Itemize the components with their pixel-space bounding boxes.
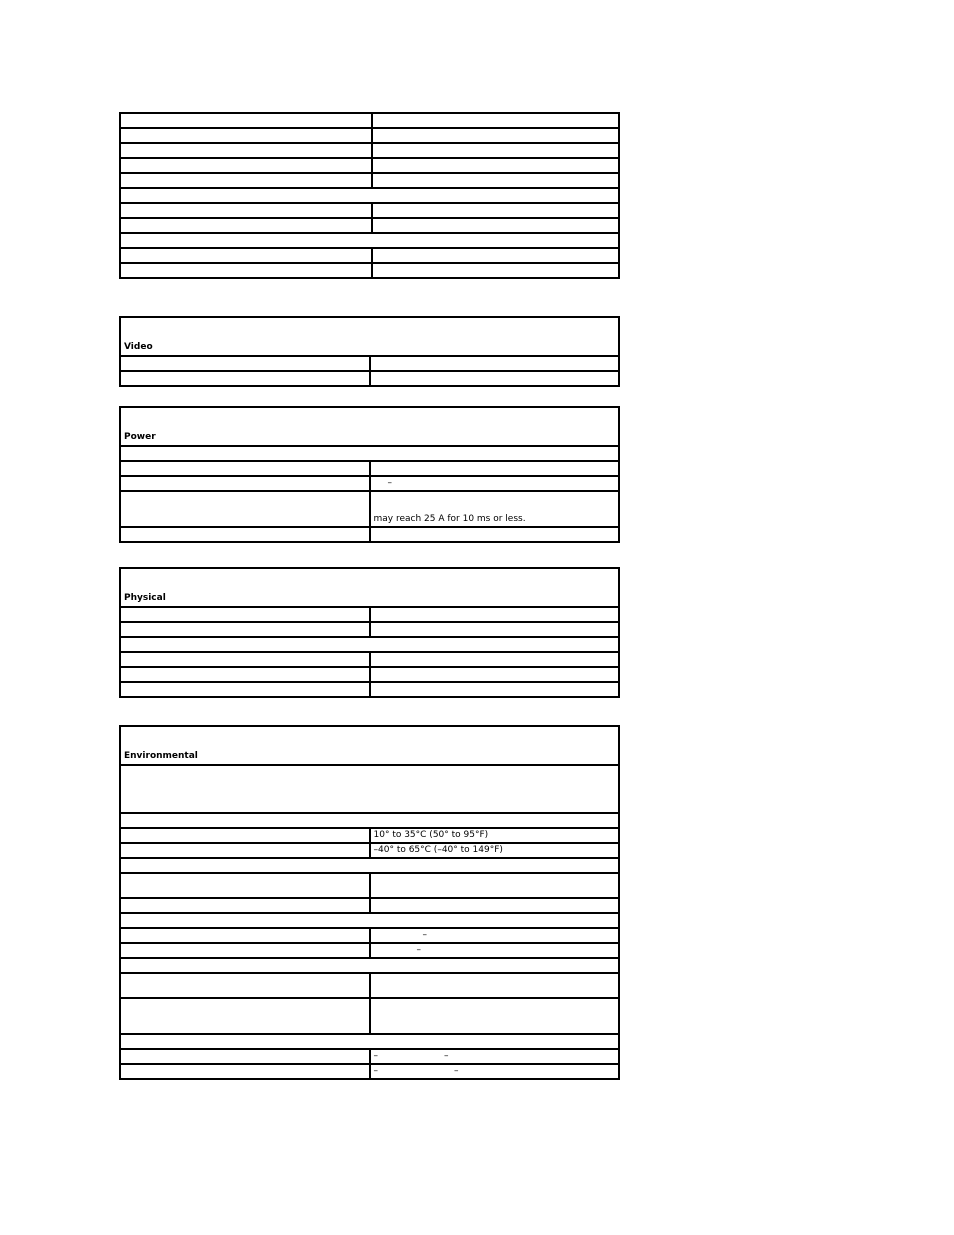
table-row: [120, 607, 619, 622]
table-row: [120, 263, 619, 278]
altitude-dash: –: [373, 1051, 378, 1061]
power-section-title: Power: [120, 407, 619, 446]
table-row: [120, 973, 619, 998]
section-header-row: [120, 317, 619, 356]
table-row: [120, 476, 619, 491]
table-subheader-row: [120, 958, 619, 973]
altitude-dash: –: [444, 1051, 449, 1061]
table-subheader-row: [120, 913, 619, 928]
table-row: [120, 113, 619, 128]
table-row: [120, 652, 619, 667]
table-row: [120, 928, 619, 943]
section-header-row: [120, 726, 619, 765]
table-row: [120, 1064, 619, 1079]
table-row: [120, 1049, 619, 1064]
storage-temperature-value: –40° to 65°C (–40° to 149°F): [370, 843, 620, 858]
table-row: [120, 682, 619, 697]
table-subheader-row: [120, 1034, 619, 1049]
video-section-title: Video: [120, 317, 619, 356]
table-row: [120, 828, 619, 843]
table-row: [120, 143, 619, 158]
table-subheader-row: [120, 233, 619, 248]
table-note-row: [120, 765, 619, 813]
table-subheader-row: [120, 446, 619, 461]
table-subheader-row: [120, 813, 619, 828]
table-row: [120, 843, 619, 858]
table-subheader-row: [120, 858, 619, 873]
environmental-section-title: Environmental: [120, 726, 619, 765]
table-row: [120, 128, 619, 143]
operating-temperature-value: 10° to 35°C (50° to 95°F): [370, 828, 620, 843]
table-row: [120, 203, 619, 218]
table-row: [120, 248, 619, 263]
table-row: [120, 173, 619, 188]
video-table: [119, 316, 620, 387]
table-subheader-row: [120, 637, 619, 652]
altitude-dash: –: [454, 1066, 459, 1076]
inrush-current-note: may reach 25 A for 10 ms or less.: [370, 491, 620, 527]
table-row: [120, 998, 619, 1034]
table-subheader-row: [120, 188, 619, 203]
altitude-dash: –: [373, 1066, 378, 1076]
power-table: [119, 406, 620, 543]
humidity-dash: –: [422, 930, 427, 940]
table-row: [120, 158, 619, 173]
table-row: [120, 527, 619, 542]
table-row: [120, 873, 619, 898]
table-row: [120, 491, 619, 527]
physical-section-title: Physical: [120, 568, 619, 607]
physical-table: [119, 567, 620, 698]
table-row: [120, 461, 619, 476]
spec-table-continued: [119, 112, 620, 279]
environmental-table: [119, 725, 620, 1080]
table-row: [120, 622, 619, 637]
section-header-row: [120, 568, 619, 607]
table-row: [120, 898, 619, 913]
humidity-dash: –: [416, 945, 421, 955]
power-dash: –: [387, 478, 392, 488]
table-row: [120, 667, 619, 682]
section-header-row: [120, 407, 619, 446]
table-row: [120, 943, 619, 958]
table-row: [120, 371, 619, 386]
table-row: [120, 218, 619, 233]
table-row: [120, 356, 619, 371]
